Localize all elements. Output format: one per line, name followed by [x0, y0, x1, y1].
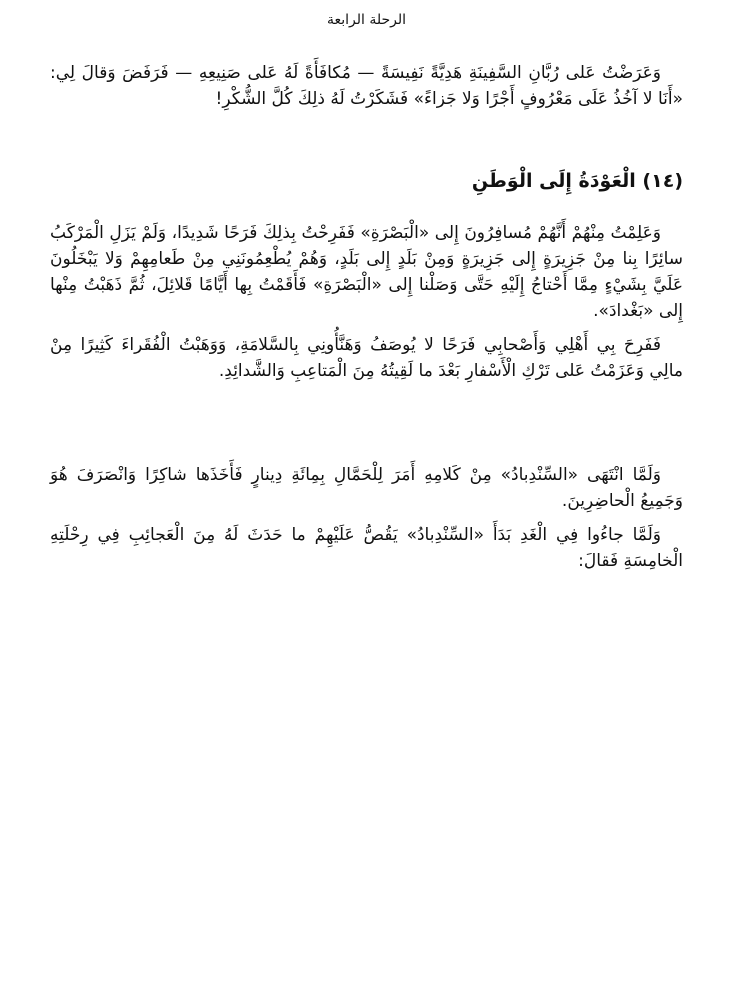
closing-paragraph-2: وَلَمَّا جاءُوا فِي الْغَدِ بَدَأَ «السِّنْدِبادُ» يَقُصُّ عَلَيْهِمْ ما حَدَثَ لَهُ مِنَ الْعَجائِبِ فِي رِحْلَتِهِ الْخامِسَةِ فَقالَ:: [50, 525, 683, 571]
running-header: الرحلة الرابعة: [326, 12, 407, 28]
chapter-body: [50, 220, 683, 384]
closing-block: [50, 462, 683, 574]
closing-paragraph-1: وَلَمَّا انْتَهَى «السِّنْدِبادُ» مِنْ كَلامِهِ أَمَرَ لِلْحَمَّالِ بِمِائَةِ دِينارٍ فَأَخَذَها شاكِرًا وَانْصَرَفَ هُوَ وَجَمِيعُ الْحاضِرِينَ.: [50, 465, 683, 511]
intro-block: [50, 60, 683, 112]
chapter-heading: (١٤) الْعَوْدَةُ إِلَى الْوَطَنِ: [471, 170, 683, 192]
chapter-paragraph-2: فَفَرِحَ بِي أَهْلِي وَأَصْحابِي فَرَحًا لا يُوصَفُ وَهَنَّأُونِي بِالسَّلامَةِ، وَوَهَبْتُ الْفُقَراءَ كَثِيرًا مِنْ مالِي وَعَزَمْتُ عَلى تَرْكِ الْأَسْفارِ بَعْدَ ما لَقِيتُهُ مِنَ الْمَتاعِبِ وَالشَّدائِدِ.: [50, 335, 683, 381]
intro-paragraph: وَعَرَضْتُ عَلى رُبَّانِ السَّفِينَةِ هَدِيَّةً نَفِيسَةً — مُكافَأَةً لَهُ عَلى صَنِيعِهِ — فَرَفَضَ وَقالَ لِي: «أَنَا لا آخُذُ عَلَى مَعْرُوفٍ أَجْرًا وَلا جَزاءً» فَشَكَرْتُ لَهُ ذلِكَ كُلَّ الشُّكْرِ!: [50, 63, 683, 109]
chapter-paragraph-1: وَعَلِمْتُ مِنْهُمْ أَنَّهُمْ مُسافِرُونَ إِلى «الْبَصْرَةِ» فَفَرِحْتُ بِذلِكَ فَرَحًا شَدِيدًا، وَلَمْ يَزَلِ الْمَرْكَبُ سائِرًا بِنا مِنْ جَزِيرَةٍ إِلى جَزِيرَةٍ وَمِنْ بَلَدٍ إِلى بَلَدٍ، وَهُمْ يُطْعِمُونَنِي مِنْ طَعامِهِمْ وَلا يَبْخَلُونَ عَلَيَّ بِشَيْءٍ مِمَّا أَحْتاجُ إِلَيْهِ حَتَّى وَصَلْنا إِلى «الْبَصْرَةِ» فَأَقَمْتُ بِها أَيَّامًا قَلائِلَ، ثُمَّ ذَهَبْتُ مِنْها إِلى «بَغْدادَ».: [50, 223, 683, 321]
